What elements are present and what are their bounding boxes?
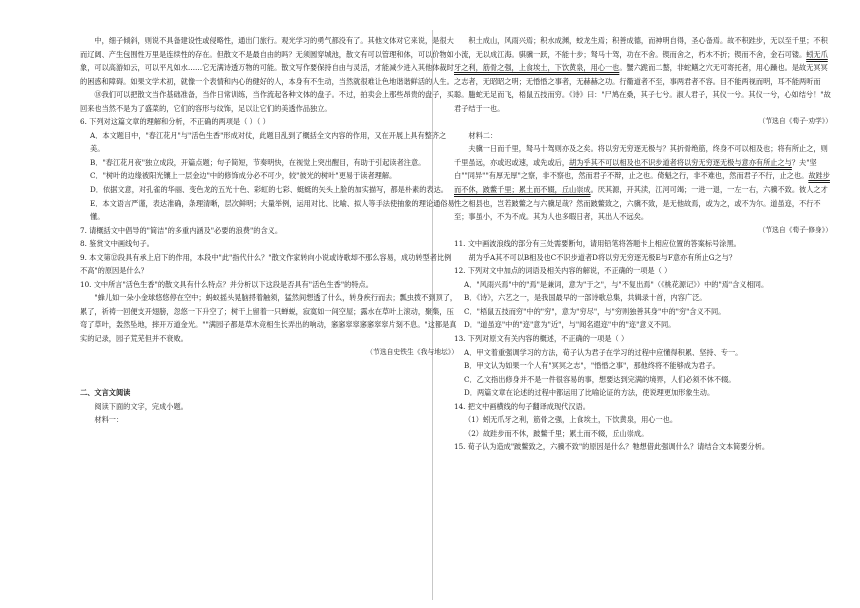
question-9: 9. 本文第⑫段具有承上启下的作用，本段中"此"指代什么？"散文作家转向小说或诗歌却不那么容易，成功转型者比例不高"的原因是什么？ [80, 252, 452, 276]
question-6: 6. 下列对这篇文章的理解和分析，不正确的两项是（ ）（ ） [80, 117, 270, 127]
q13-option-b: B．甲文认为如果一个人有"冥冥之志"，"惛惛之事"，那他终将不能够成为君子。 [464, 361, 720, 371]
q11-sentence: 胡为乎A其不可以B相及也C不识步道者D将以穷无穷逐无极E与F意亦有所止G之与？ [468, 252, 737, 262]
q6-option-b: B．"春江花月夜"独立成段，开篇点题；句子简短，节奏明快，在视觉上突出醒目，有助于引起读者注意。 [90, 157, 426, 167]
q13-option-a: A．甲文着重强调学习的方法，荀子认为君子在学习的过程中应懂得积累、坚持、专一。 [464, 347, 743, 357]
question-15: 15. 荀子认为造成"跛鳖致之，六骥不致"的原因是什么？牠想借此强调什么？请结合文本简要分析。 [454, 442, 770, 452]
q12-option-c: C．"梧鼠五技而穷"中的"穷"，意为"穷尽"，与"穷则独善其身"中的"穷"含义不同。 [464, 306, 726, 316]
paragraph-number: ⑱ [94, 90, 102, 100]
material-1-text: 积土成山，风雨兴焉；积水成渊，蛟龙生焉；积善成德，而神明自得，圣心备焉。故不积跬步，无以至千里；不积小流，无以成江海。骐骥一跃，不能十步；驽马十驾，功在不舍。锲而舍之，朽木不折；锲而不舍，金石可镂。蚓无爪牙之利，筋骨之强，上食埃土，下饮黄泉，用心一也。蟹六跪而二螯，非蛇鳝之穴无可寄托者，用心躁也。是故无冥冥之志者，无昭昭之明；无惛惛之事者，无赫赫之功。行衢道者不至，事两君者不容。目不能两视而明，耳不能两听而聪。螣蛇无足而飞，梧鼠五技而穷。《诗》曰："尸鸠在桑，其子七兮。淑人君子，其仪一兮。其仪一兮，心如结兮！"故君子结于一也。 [454, 36, 831, 113]
section-heading: 二、文言文阅读 [80, 388, 131, 398]
question-13: 13. 下列对原文有关内容的概述，不正确的一项是（ ） [454, 334, 629, 344]
question-8: 8. 鉴赏文中画线句子。 [80, 239, 154, 249]
left-column [80, 34, 458, 427]
q6-option-c: C．"树叶的边缘被阳光镶上一层金边"中的修饰成分必不可少，较"彼光的树叶"更易于读者理解。 [90, 171, 397, 181]
q12-option-d: D．"道虽迩"中的"迩"意为"近"，与"闻名遐迩"中的"迩"意义不同。 [464, 320, 676, 330]
wavy-line-passage: 胡为乎其不可以相及也不识步道者将以穷无穷逐无极与意亦有所止之与 [569, 157, 792, 167]
right-column [454, 34, 832, 454]
q12-option-b: B．《诗》，六艺之一，是我国最早的一部诗歌总集，共辑录十首，内容广泛。 [464, 293, 707, 303]
q6-option-d: D．依据文意，对孔雀的华丽、变色龙的五光十色、彩虹的七彩、蜓蜓的矢头上脸的加实描写，都是朴素的表达。 [90, 185, 448, 195]
q14-item-2: （2）故跬步而不休，跛鳖千里；累土而不辍，丘山崇成。 [464, 428, 649, 438]
source-1: （节选自《荀子·劝学》） [758, 117, 832, 126]
underlined-sentence-2: 故跬步而不休，跛鳖千里；累土而不辍，丘山崇成 [454, 171, 830, 195]
section-instruction: 阅读下面的文字，完成小题。 [94, 401, 188, 411]
question-12: 12. 下列对文中加点的词语及相关内容的解说，不正确的一项是（ ） [454, 266, 672, 276]
q13-option-d: D．两篇文章在论述的过程中都运用了比喻论证的方法，使说理更加形象生动。 [464, 388, 715, 398]
quote-source: （节选自史铁生《我与地坛》） [366, 347, 458, 356]
material-2-label: 材料二： [468, 130, 498, 140]
source-2: （节选自《荀子·修身》） [758, 225, 832, 234]
q12-option-a: A．"风雨兴焉"中的"焉"是兼词，意为"于之"，与"不复出焉"（《桃花源记》）中的"焉"含义相同。 [464, 279, 769, 289]
q14-item-1: （1）蚓无爪牙之利，筋骨之强，上食埃土，下饮黄泉，用心一也。 [464, 415, 678, 425]
essay-paragraph-18: ⑱我们可以把散文当作基础准备，当作日常训练，当作流起各种文体的盘子。不过，拍卖会上那些昂贵的盘子，买回来也当然不是为了盛菜的，它们的容形与纹饰，足以让它们的美透作品独立。 [80, 90, 454, 113]
question-7: 7. 请概括文中倡导的"简洁"的多重内涵及"必要的浪费"的含义。 [80, 225, 283, 235]
material-1-label: 材料一： [94, 415, 124, 425]
question-14: 14. 把文中画横线的句子翻译成现代汉语。 [454, 401, 590, 411]
question-10: 10. 文中所言"活色生香"的散文具有什么特点？并分析以下这段是否具有"活色生香"的特点。 [80, 279, 373, 289]
question-11: 11. 文中画波浪线的部分有三处需要断句，请用铅笔将答题卡上相应位置的答案标号涂黑。 [454, 239, 741, 249]
material-2-text: 夫骥一日而千里，驽马十驾则亦及之矣。将以穷无穷逐无极与？其折骨绝筋，终身不可以相及也；将有所止之，则千里虽远，亦或迟或速，或先或后，胡为乎其不可以相及也不识步道者将以穷无穷逐无极与意亦有所止之与？夫"坚白""同异""有厚无厚"之察，非不察也，然而君子不辩，止之也。倚魁之行，非不难也，然而君子不行，止之也。故跬步而不休，跛鳖千里；累土而不辍，丘山崇成。厌其源，开其渎，江河可竭；一进一退，一左一右，六骥不致。彼人之才性之相县也，岂若跛鳖之与六骥足哉？然而跛鳖致之，六骥不致，是无他故焉，或为之，或不为尔。道虽迩，不行不至；事虽小，不为不成。其为人也多暇日者，其出人不远矣。 [454, 144, 830, 222]
quoted-passage: "蜂儿如一朵小金球悠悠停在空中；蚂蚁摇头晃脑捋着触须，猛然间想透了什么，转身疾行而去；瓢虫拨不到顶了，累了，祈祷一回便支开翅膀，忽悠一下升空了；树干上留着一只蝉蜕，寂寞如一间空屋；露水在草叶上滚动，聚集，压弯了草叶，轰然坠地，摔开万道金光。""满园子都是草木竞相生长弄出的响动，窸窸窣窣窸窸窣窣片刻不息。"这都是真实的记录，园子荒芜但并不衰败。 [80, 293, 458, 344]
underlined-sentence: 蚓无爪牙之利，筋骨之强，上食埃土，下饮黄泉，用心一也 [454, 49, 828, 73]
q6-option-e: E．本文语言严谨，表达准确，条理清晰，层次鲜明；大量举例，运用对比、比喻、拟人等手法使抽象的理论通俗易懂。 [90, 198, 455, 222]
q13-option-c: C．乙文指出修身并不是一件很容易的事，想要达到完满的境界，人们必须不休不辍。 [464, 374, 736, 384]
essay-paragraph: 中，细子倾斜，则说不具备建设性或侵略性，通出门旅行。观光学习的勇气都没有了。其他文体对它来说，是很大而辽阔、产生包围性万里是连续性的存在。但散文不是最自由的吗？无须圆穿城池，散文有可以管理和体，可以价物如象，可以高游如云，可以平凡如水……它无满诗透万物的可能。散文写作要保持自由与灵活，才能减少进入其他体裁时的困惑和障碍。如果文学术初，就像一个表情和内心的健好的人，本身有不生动，当然就很难让色地谐谐鲜活的人生。 [80, 36, 454, 86]
q6-option-a: A．本文题目中，"春江花月"与"活色生香"形成对仗，此题目乱到了概括全文内容的作用，又在开展上具有整齐之美。 [90, 130, 447, 154]
